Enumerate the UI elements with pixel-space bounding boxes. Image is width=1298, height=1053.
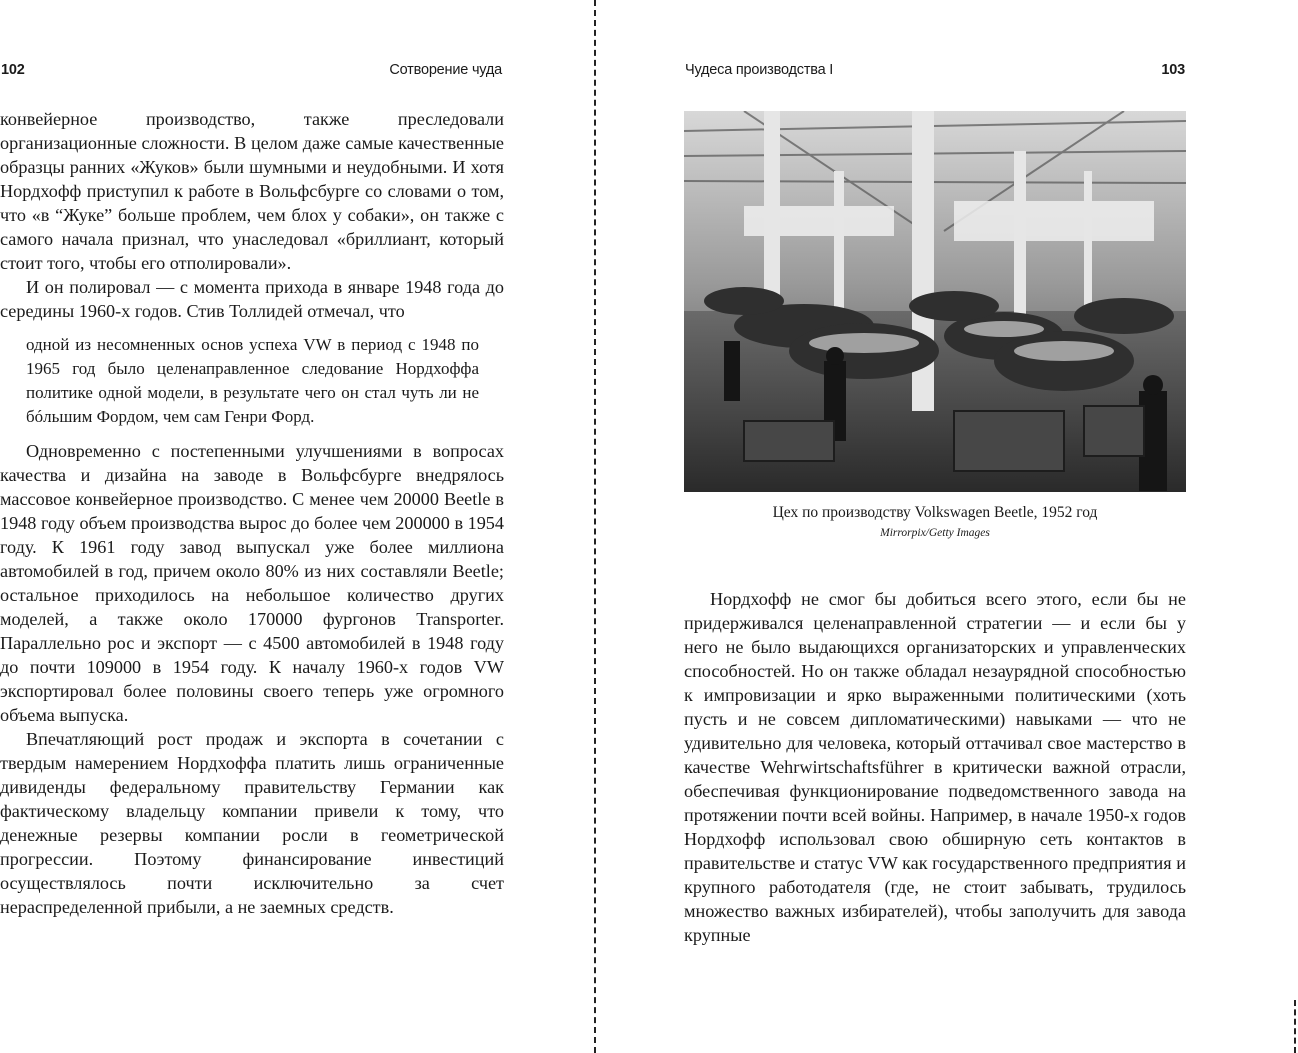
left-paragraph-2: И он полировал — с момента прихода в январе 1948 года до середины 1960-х годов. Стив Толлидей отмечал, что [0,277,504,321]
right-running-title: Чудеса производства I [685,62,834,78]
right-body-text [684,587,1186,947]
page-edge-marker [1294,1000,1296,1053]
block-quote [26,333,479,429]
left-page-number: 102 [1,62,25,78]
right-page-number: 103 [1161,62,1185,78]
left-paragraph-3: Одновременно с постепенными улучшениями в вопросах качества и дизайна на заводе в Вольфсбурге внедрялось массовое конвейерное производство. С менее чем 20000 Beetle в 1948 году объем производства вырос до более чем 200000 в 1954 году. К 1961 году завод выпускал уже более миллиона автомобилей в год, причем около 80% из них составляли Beetle; остальное приходилось на небольшое количество других моделей, а также около 170000 фургонов Transporter. Параллельно рос и экспорт — с 4500 автомобилей в 1948 году до почти 109000 в 1954 году. К началу 1960-х годов VW экспортировал более половины своего теперь уже огромного объема выпуска. [0,441,504,725]
left-paragraph-1: конвейерное производство, также преследовали организационные сложности. В целом даже самые качественные образцы ранних «Жуков» были шумными и неудобными. И хотя Нордхофф приступил к работе в Вольфсбурге со словами о том, что «в “Жуке” больше проблем, чем блох у собаки», он также с самого начала признал, что унаследовал «бриллиант, который стоит того, чтобы его отполировали». [0,109,504,273]
photo-caption: Цех по производству Volkswagen Beetle, 1952 год [772,504,1098,521]
right-page-header [684,62,1186,82]
left-page [0,0,504,1053]
right-page [684,0,1186,1053]
left-paragraph-4: Впечатляющий рост продаж и экспорта в сочетании с твердым намерением Нордхоффа платить лишь ограниченные дивиденды федеральному правительству Германии как фактическому владельцу компании привели к тому, что денежные резервы компании росли в геометрической прогрессии. Поэтому финансирование инвестиций осуществлялось почти исключительно за счет нераспределенной прибыли, а не заемных средств. [0,729,504,917]
left-body-text [0,107,504,919]
photo-credit: Mirrorpix/Getty Images [880,527,990,539]
left-page-header [0,62,504,82]
block-quote-text: одной из несомненных основ успеха VW в период с 1948 по 1965 год было целенаправленное следование Нордхоффа политике одной модели, в результате чего он стал чуть ли не бóльшим Фордом, чем сам Генри Форд. [26,335,479,426]
left-running-title: Сотворение чуда [389,62,502,78]
right-paragraph-1: Нордхофф не смог бы добиться всего этого, если бы не придерживался целенаправленной стратегии — и если бы у него не было выдающихся организаторских и управленческих способностей. Но он также обладал незаурядной способностью к импровизации и ярко выраженными политическими (хоть пусть и не совсем дипломатическими) навыками — что не удивительно для человека, который оттачивал свое мастерство в качестве Wehrwirtschaftsführer в критически важной отрасли, обеспечивая функционирование подведомственного завода на протяжении почти всей войны. Например, в начале 1950-х годов Нордхофф использовал свою обширную сеть контактов в правительстве и статус VW как государственного предприятия и крупного работодателя (где, не стоит забывать, трудилось множество важных избирателей), чтобы заполучить для завода крупные [684,589,1186,945]
page-fold-divider [594,0,596,1053]
factory-photo [684,111,1186,492]
